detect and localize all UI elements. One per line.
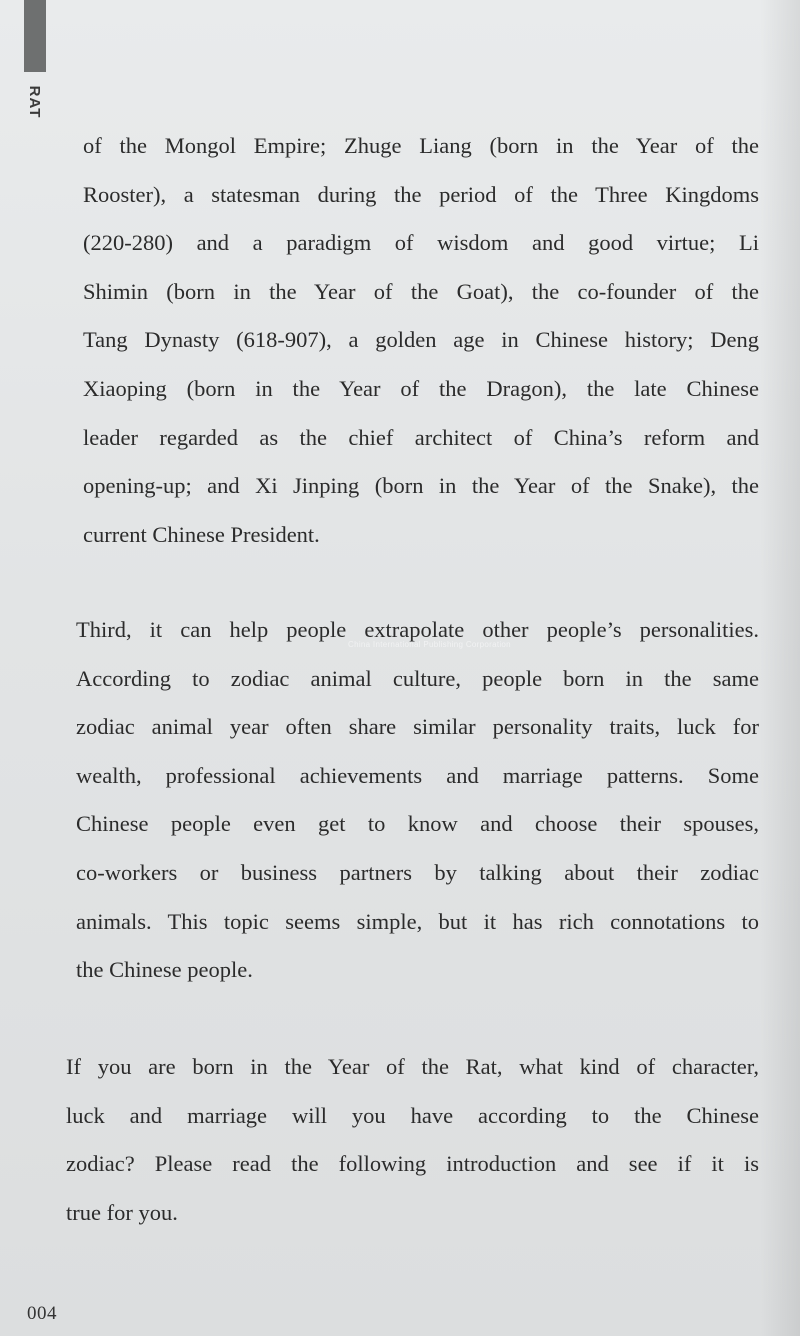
paragraph-line: If you are born in the Year of the Rat, what kind of character, — [66, 1054, 759, 1079]
paragraph-line: opening-up; and Xi Jinping (born in the Year of the Snake), the — [83, 473, 759, 499]
paragraph-line: Shimin (born in the Year of the Goat), the co-founder of the — [83, 278, 759, 304]
paragraph-line: wealth, professional achievements and marriage patterns. Some — [76, 762, 759, 788]
paragraph-line: Rooster), a statesman during the period of the Three Kingdoms — [83, 181, 759, 207]
paragraph-line: Third, it can help people extrapolate other people’s personalities. — [76, 617, 759, 642]
paragraph-1 — [83, 122, 759, 559]
paragraph-line: of the Mongol Empire; Zhuge Liang (born in the Year of the — [83, 133, 759, 158]
paragraph-line: animals. This topic seems simple, but it has rich connotations to — [76, 908, 759, 934]
paragraph-line: zodiac animal year often share similar personality traits, luck for — [76, 714, 759, 740]
page-number: 004 — [27, 1303, 57, 1324]
paragraph-line: Chinese people even get to know and choose their spouses, — [76, 811, 759, 837]
section-tab-label: RAT — [26, 85, 44, 119]
paragraph-line: leader regarded as the chief architect of China’s reform and — [83, 424, 759, 450]
section-tab-bar — [24, 0, 46, 72]
paragraph-line: Tang Dynasty (618-907), a golden age in Chinese history; Deng — [83, 327, 759, 353]
paragraph-line: co-workers or business partners by talking about their zodiac — [76, 859, 759, 885]
paragraph-2 — [76, 606, 759, 995]
paragraph-3 — [66, 1043, 759, 1237]
paragraph-line: (220-280) and a paradigm of wisdom and good virtue; Li — [83, 230, 759, 256]
paragraph-line: current Chinese President. — [83, 521, 320, 547]
paragraph-line: According to zodiac animal culture, people born in the same — [76, 665, 759, 691]
paragraph-line: Xiaoping (born in the Year of the Dragon), the late Chinese — [83, 375, 759, 401]
paragraph-line: luck and marriage will you have according to the Chinese — [66, 1102, 759, 1128]
paragraph-line: the Chinese people. — [76, 957, 253, 983]
watermark: China International Publishing Corporation — [348, 640, 511, 649]
spine-shadow — [760, 0, 800, 1336]
paragraph-line: zodiac? Please read the following introduction and see if it is — [66, 1151, 759, 1177]
paragraph-line: true for you. — [66, 1199, 178, 1225]
